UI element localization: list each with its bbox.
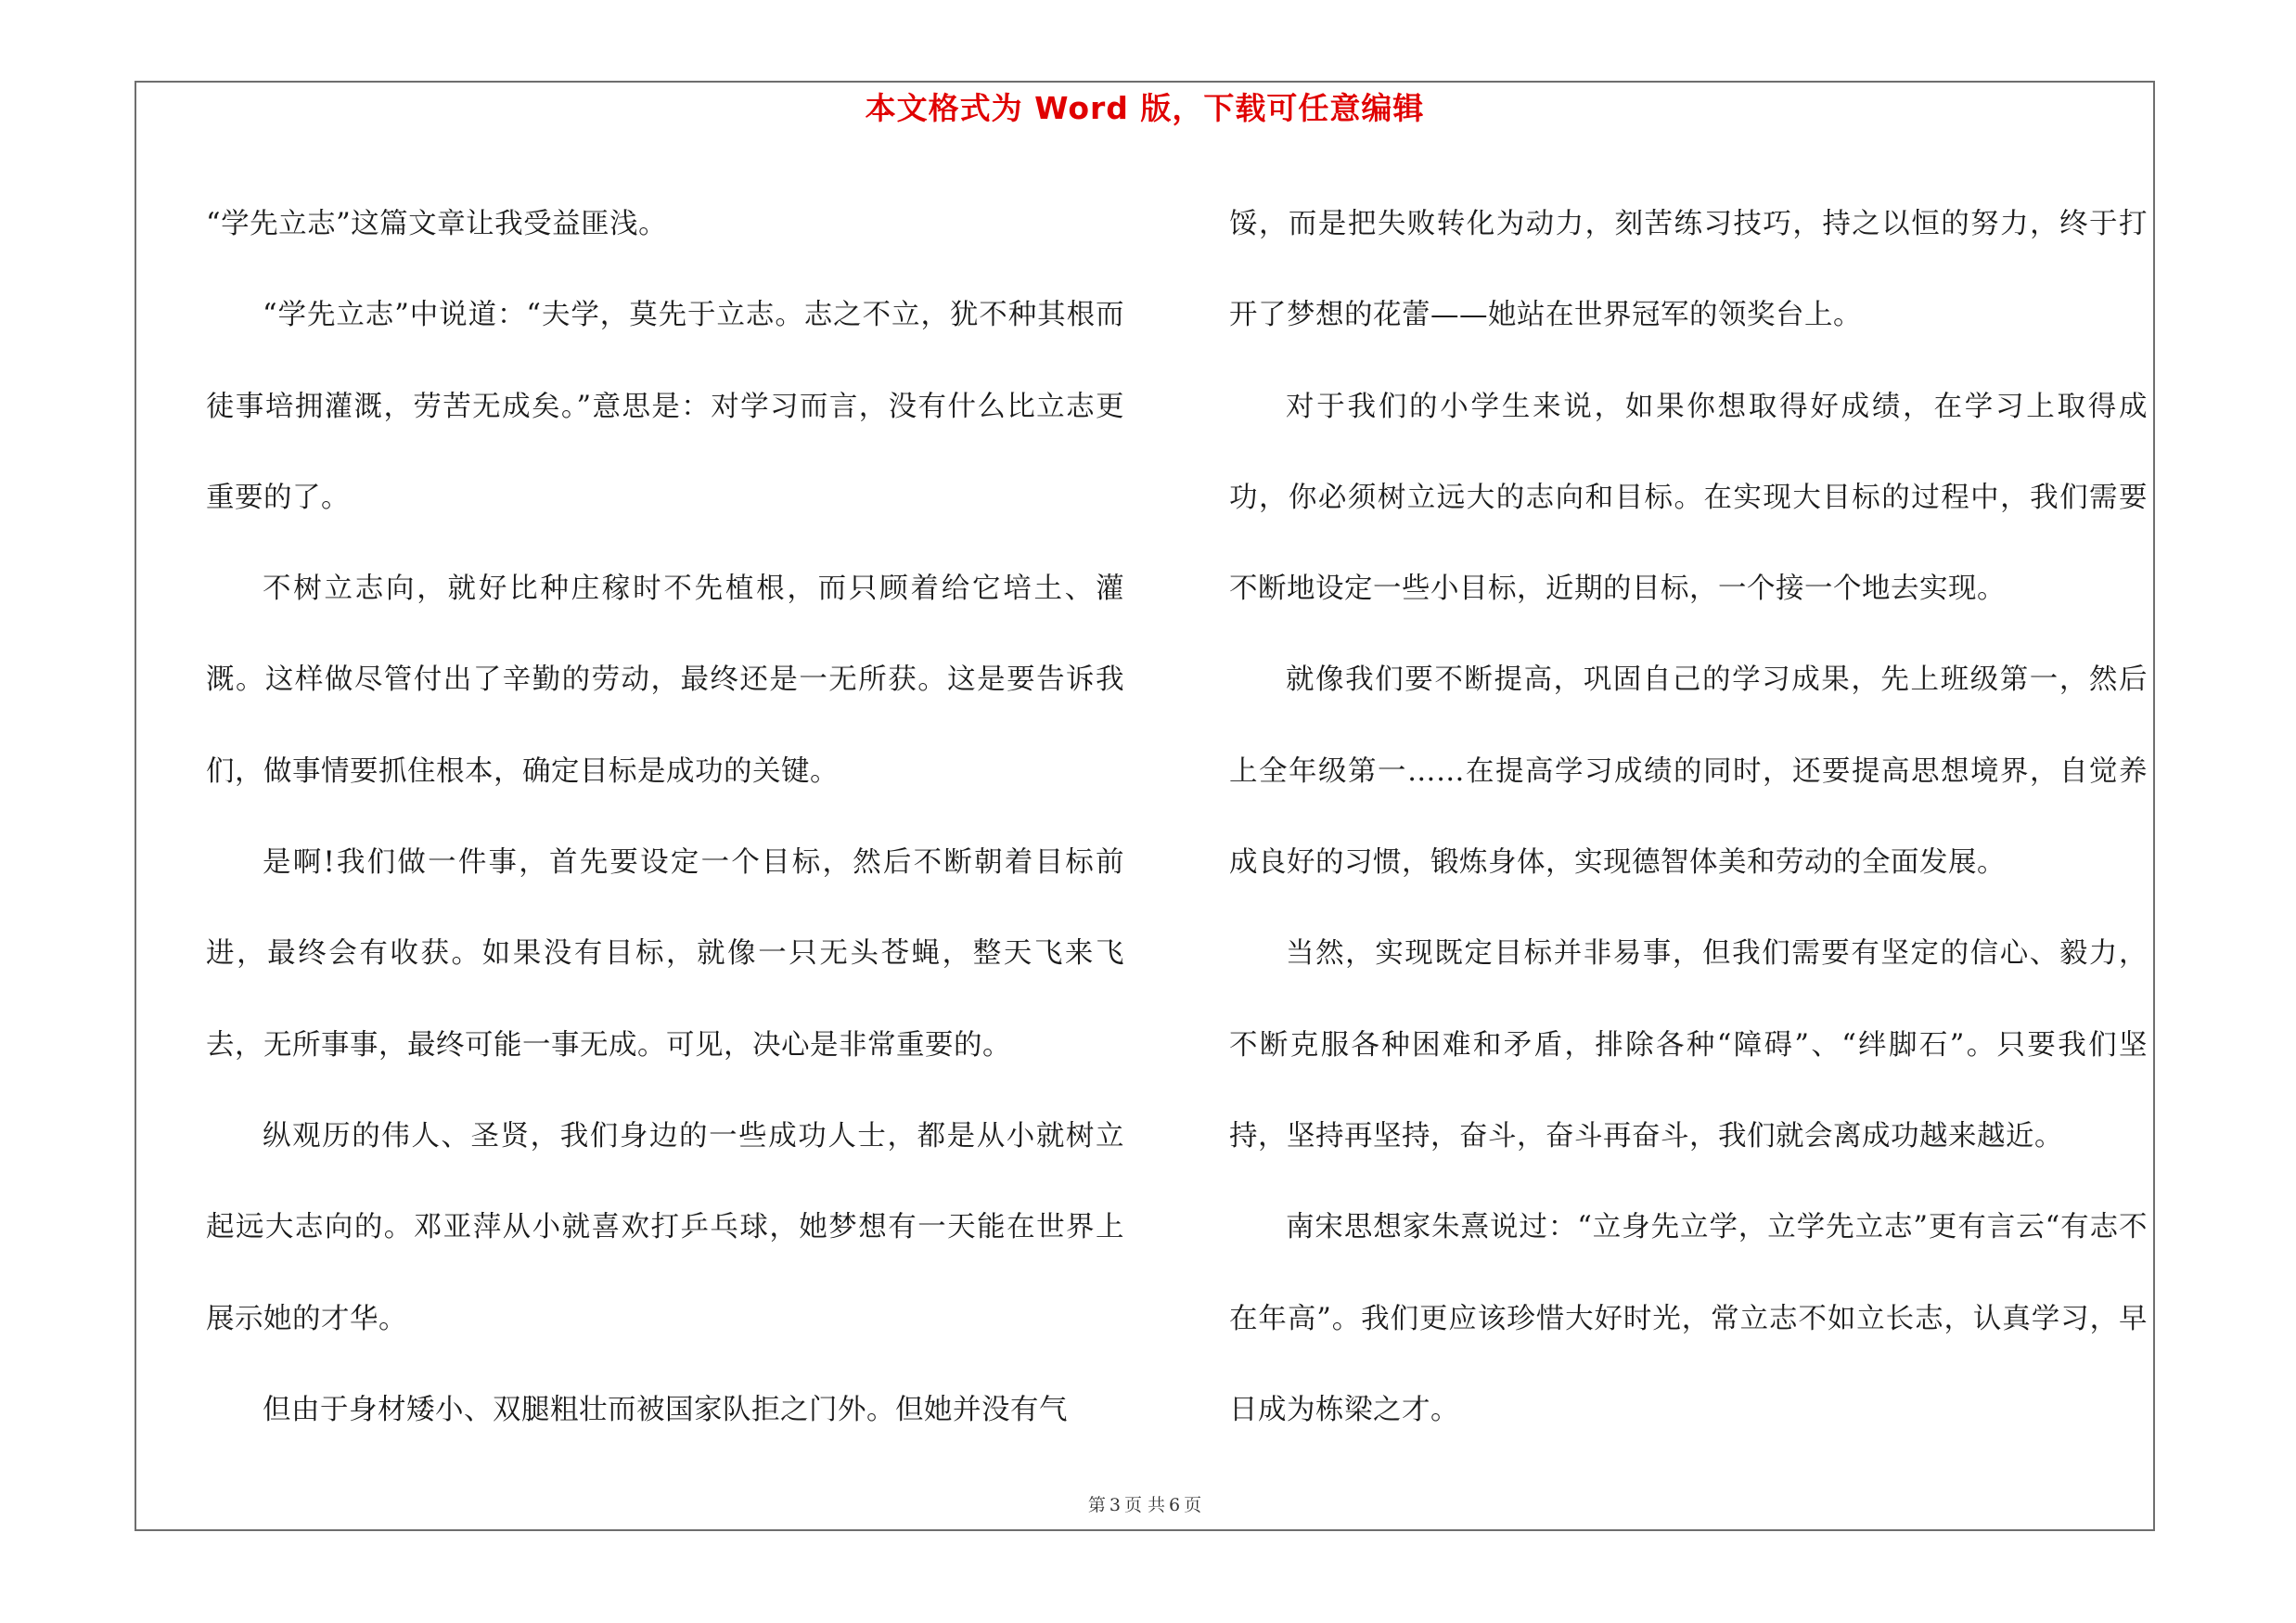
paragraph: 纵观历的伟人、圣贤，我们身边的一些成功人士，都是从小就树立起远大志向的。邓亚萍从小就喜欢打乒乓球，她梦想有一天能在世界上展示她的才华。 [206,1119,1124,1335]
page-prefix: 第 [1087,1495,1106,1515]
paragraph: 就像我们要不断提高，巩固自己的学习成果，先上班级第一，然后上全年级第一……在提高学习成绩的同时，还要提高思想境界，自觉养成良好的习惯，锻炼身体，实现德智体美和劳动的全面发展。 [1229,663,2148,880]
paragraph: 南宋思想家朱熹说过：“立身先立学，立学先立志”更有言云“有志不在年高”。我们更应该珍惜大好时光，常立志不如立长志，认真学习，早日成为栋梁之才。 [1229,1211,2148,1426]
paragraph: “学先立志”中说道：“夫学，莫先于立志。志之不立，犹不种其根而徒事培拥灌溉，劳苦无成矣。”意思是：对学习而言，没有什么比立志更重要的了。 [206,299,1124,514]
page-total: 6 [1169,1495,1181,1515]
page-middle: 页 共 [1123,1495,1166,1515]
paragraph: 是啊!我们做一件事，首先要设定一个目标，然后不断朝着目标前进，最终会有收获。如果没有目标，就像一只无头苍蝇，整天飞来飞去，无所事事，最终可能一事无成。可见，决心是非常重要的。 [206,846,1124,1062]
paragraph: 不树立志向，就好比种庄稼时不先植根，而只顾着给它培土、灌溉。这样做尽管付出了辛勤的劳动，最终还是一无所获。这是要告诉我们，做事情要抓住根本，确定目标是成功的关键。 [206,573,1124,788]
page-suffix: 页 [1184,1495,1202,1515]
paragraph: 当然，实现既定目标并非易事，但我们需要有坚定的信心、毅力，不断克服各种困难和矛盾，排除各种“障碍”、“绊脚石”。只要我们坚持，坚持再坚持，奋斗，奋斗再奋斗，我们就会离成功越来越近。 [1229,937,2148,1153]
paragraph: 对于我们的小学生来说，如果你想取得好成绩，在学习上取得成功，你必须树立远大的志向和目标。在实现大目标的过程中，我们需要不断地设定一些小目标，近期的目标，一个接一个地去实现。 [1229,390,2148,606]
page-number [135,1494,2155,1516]
page-current: 3 [1109,1495,1121,1515]
paragraph: 但由于身材矮小、双腿粗壮而被国家队拒之门外。但她并没有气 [263,1393,1068,1426]
format-notice: 本文格式为 Word 版，下载可任意编辑 [865,90,1425,126]
paragraph: 馁，而是把失败转化为动力，刻苦练习技巧，持之以恒的努力，终于打开了梦想的花蕾——她站在世界冠军的领奖台上。 [1229,208,2148,332]
paragraph: “学先立志”这篇文章让我受益匪浅。 [206,208,668,240]
right-column [1229,179,2148,1456]
left-column [206,179,1124,1456]
